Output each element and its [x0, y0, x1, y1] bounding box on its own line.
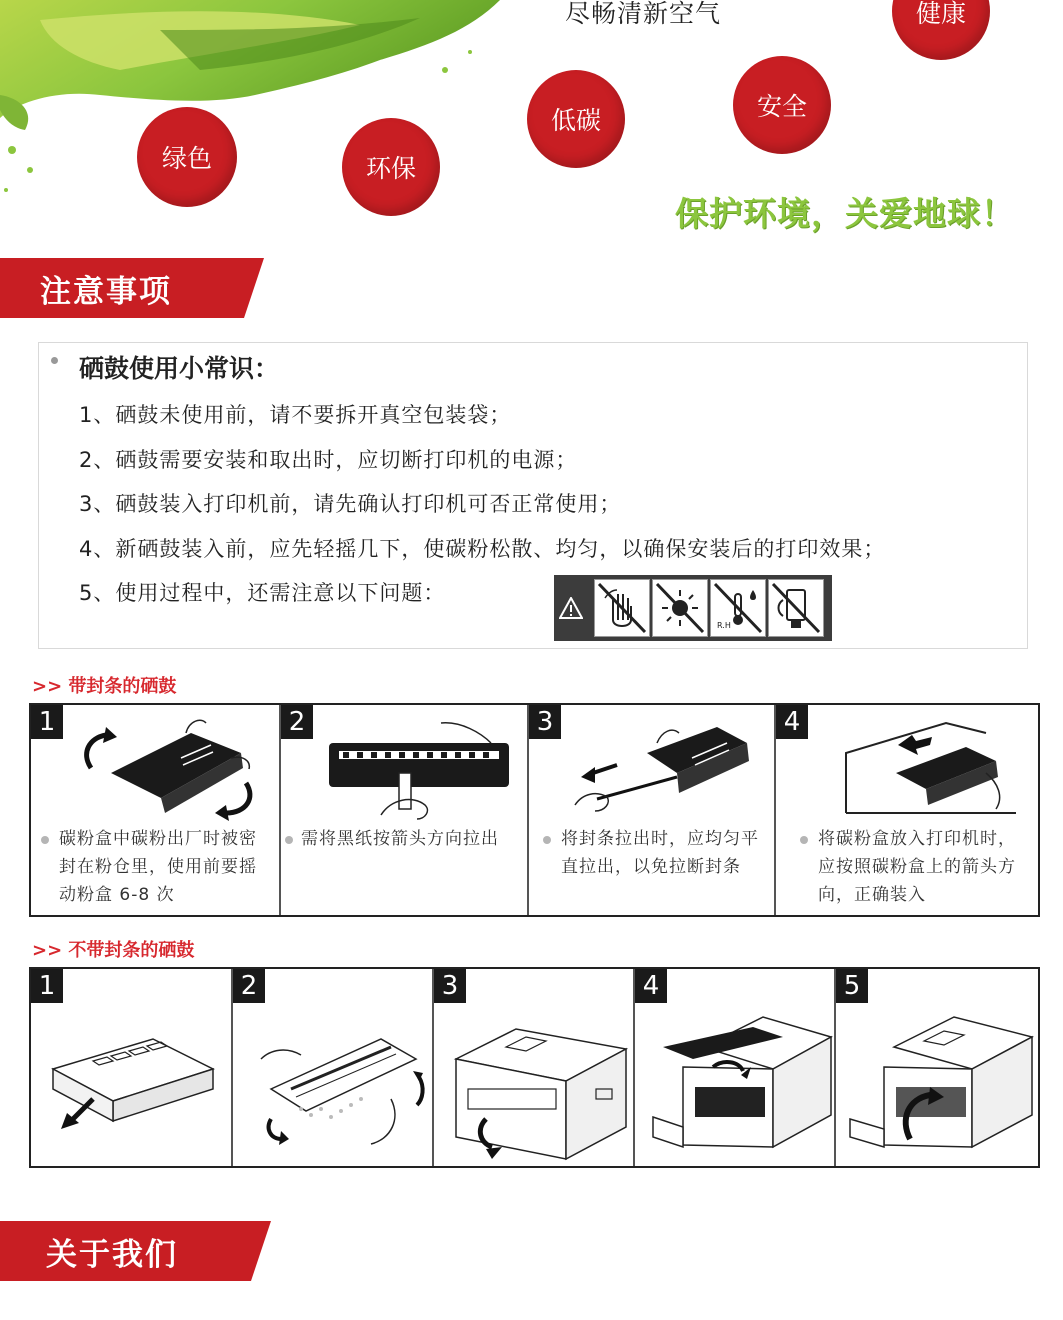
section-title-notice: 注意事项 — [40, 273, 172, 310]
insert-cartridge-illustration — [826, 713, 1026, 823]
step-number: 1 — [31, 705, 63, 739]
section-banner-about — [0, 1221, 271, 1281]
warning-triangle-icon — [559, 597, 583, 619]
pull-seal-illustration — [567, 713, 767, 823]
usage-tips-box — [38, 342, 1028, 649]
no-touch-icon — [594, 579, 650, 637]
sealed-step-1 — [31, 705, 281, 915]
warning-icons-strip — [554, 575, 832, 641]
bubble-eco: 环保 — [342, 118, 440, 216]
bullet-dot — [543, 836, 551, 844]
rock-cartridge-illustration — [241, 1019, 431, 1159]
section-title-about: 关于我们 — [46, 1236, 178, 1273]
no-sunlight-icon — [652, 579, 708, 637]
section-banner-notice — [0, 258, 264, 318]
no-heat-humidity-icon — [710, 579, 766, 637]
bullet-dot — [800, 836, 808, 844]
bubble-low-carbon: 低碳 — [527, 70, 625, 168]
unsealed-step-3 — [434, 969, 635, 1166]
sealed-steps-panel — [29, 703, 1040, 917]
green-paint-splash — [0, 0, 520, 245]
step-number: 5 — [836, 969, 868, 1003]
unsealed-step-4 — [635, 969, 836, 1166]
unsealed-step-5 — [836, 969, 1038, 1166]
hero-slogan: 保护环境，关爱地球！ — [675, 194, 1015, 233]
shake-cartridge-illustration — [71, 713, 271, 823]
unsealed-steps-panel — [29, 967, 1040, 1168]
sealed-step-4 — [776, 705, 1038, 915]
bullet-dot — [285, 836, 293, 844]
step-number: 3 — [434, 969, 466, 1003]
bubble-green: 绿色 — [137, 107, 237, 207]
step-number: 2 — [281, 705, 313, 739]
tips-title: 硒鼓使用小常识： — [79, 354, 280, 383]
bullet-dot — [41, 836, 49, 844]
sealed-step-2 — [281, 705, 529, 915]
open-printer-cover-illustration — [446, 1019, 628, 1164]
remove-old-cartridge-illustration — [643, 1007, 833, 1165]
step-number: 2 — [233, 969, 265, 1003]
sealed-step-3 — [529, 705, 776, 915]
unpack-cartridge-illustration — [43, 1029, 223, 1139]
no-upright-icon — [768, 579, 824, 637]
step-text: 将碳粉盒放入打印机时，应按照碳粉盒上的箭头方向，正确装入 — [818, 829, 1016, 905]
install-new-cartridge-illustration — [844, 1007, 1034, 1165]
step-number: 4 — [635, 969, 667, 1003]
tip-item-4: 4、新硒鼓装入前，应先轻摇几下，使碳粉松散、均匀，以确保安装后的打印效果； — [79, 537, 886, 561]
step-text: 碳粉盒中碳粉出厂时被密封在粉仓里，使用前要摇动粉盒 6-8 次 — [59, 829, 257, 905]
hero-banner — [0, 0, 1063, 245]
pull-black-paper-illustration — [321, 713, 521, 823]
tip-item-3: 3、硒鼓装入打印机前，请先确认打印机可否正常使用； — [79, 492, 622, 516]
step-text: 需将黑纸按箭头方向拉出 — [301, 829, 499, 849]
unsealed-step-2 — [233, 969, 434, 1166]
bubble-health: 健康 — [892, 0, 990, 60]
svg-text:R.H: R.H — [717, 621, 731, 630]
step-number: 1 — [31, 969, 63, 1003]
subheading-sealed: >> 带封条的硒鼓 — [32, 676, 177, 697]
unsealed-step-1 — [31, 969, 233, 1166]
bullet-dot — [51, 357, 58, 364]
step-number: 4 — [776, 705, 808, 739]
step-number: 3 — [529, 705, 561, 739]
bubble-safety: 安全 — [733, 56, 831, 154]
tip-item-2: 2、硒鼓需要安装和取出时，应切断打印机的电源； — [79, 448, 578, 472]
step-text: 将封条拉出时，应均匀平直拉出，以免拉断封条 — [561, 829, 759, 877]
hero-tagline: 尽畅清新空气 — [565, 0, 722, 28]
tip-item-5: 5、使用过程中，还需注意以下问题： — [79, 581, 446, 605]
tip-item-1: 1、硒鼓未使用前，请不要拆开真空包装袋； — [79, 403, 512, 427]
subheading-unsealed: >> 不带封条的硒鼓 — [32, 940, 195, 961]
